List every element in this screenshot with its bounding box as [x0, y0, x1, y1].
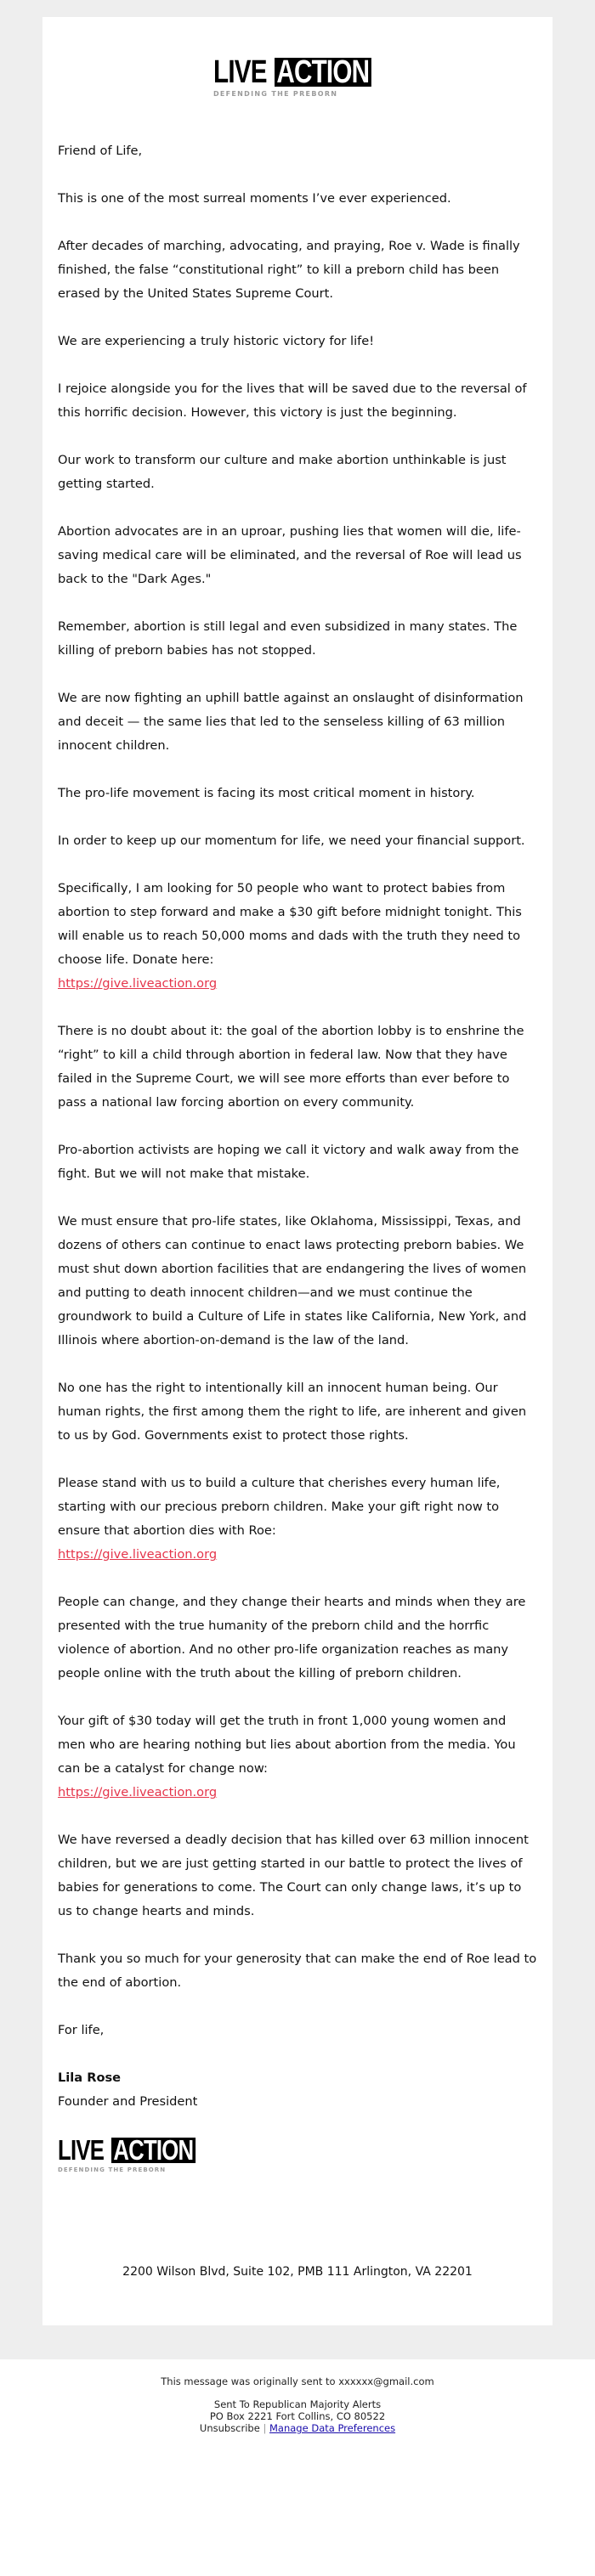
paragraph: Thank you so much for your generosity that can make the end of Roe lead to the end of abortion. — [58, 1952, 537, 1990]
paragraph: The pro-life movement is facing its most critical moment in history. — [58, 786, 475, 800]
sender-info — [0, 2398, 595, 2434]
unsubscribe-link[interactable]: Unsubscribe — [199, 2422, 260, 2434]
paragraph-with-link — [58, 1472, 537, 1567]
paragraph: In order to keep up our momentum for life, we need your financial support. — [58, 833, 525, 848]
live-action-logo — [212, 54, 382, 127]
paragraph: Remember, abortion is still legal and even subsidized in many states. The killing of preborn babies has not stopped. — [58, 619, 518, 658]
logo-word-action: ACTION — [275, 58, 371, 87]
paragraph: We are now fighting an uphill battle against an onslaught of disinformation and deceit — the same lies that led to the senseless killing of 63 million innocent children. — [58, 691, 524, 753]
manage-preferences-link[interactable]: Manage Data Preferences — [269, 2422, 396, 2434]
paragraph-text: Specifically, I am looking for 50 people who want to protect babies from abortion to step forward and make a $30 gift before midnight tonight. This will enable us to reach 50,000 moms and dads with the truth they need to choose life. Donate here: — [58, 881, 522, 967]
logo-word-action: ACTION — [111, 2138, 196, 2163]
logo-tagline: DEFENDING THE PREBORN — [58, 2166, 167, 2173]
logo-word-live: LIVE — [58, 2134, 105, 2166]
paragraph: Our work to transform our culture and make abortion unthinkable is just getting started. — [58, 453, 507, 491]
paragraph: No one has the right to intentionally kill an innocent human being. Our human rights, the first among them the right to life, are inherent and given to us by God. Governments exist to protect those rights. — [58, 1381, 527, 1443]
paragraph: There is no doubt about it: the goal of the abortion lobby is to enshrine the “right” to kill a child through abortion in federal law. Now that they have failed in the Supreme Court, we will see more efforts than ever before to pass a national law forcing abortion on every community. — [58, 1024, 524, 1110]
signature-name: Lila Rose — [58, 2070, 122, 2085]
header-logo-container — [58, 17, 537, 127]
footer-logo-container — [58, 2114, 537, 2189]
donate-link-2[interactable]: https://give.liveaction.org — [58, 1547, 218, 1562]
sender-address: PO Box 2221 Fort Collins, CO 80522 — [209, 2410, 386, 2422]
paragraph: After decades of marching, advocating, and praying, Roe v. Wade is finally finished, the false “constitutional right” to kill a preborn child has been erased by the United States Supreme Court. — [58, 239, 520, 301]
paragraph-text: Your gift of $30 today will get the truth in front 1,000 young women and men who are hearing nothing but lies about abortion from the media. You can be a catalyst for change now: — [58, 1714, 516, 1776]
letter-body — [58, 127, 537, 2114]
paragraph: People can change, and they change their hearts and minds when they are presented with the true humanity of the preborn child and the horrfic violence of abortion. And no other pro-life organization reaches as many people online with the truth about the killing of preborn children. — [58, 1595, 526, 1681]
logo-wordmark — [58, 2134, 204, 2166]
signature-title: Founder and President — [58, 2094, 198, 2109]
paragraph: This is one of the most surreal moments I’ve ever experienced. — [58, 191, 451, 206]
footer-links — [0, 2422, 595, 2434]
paragraph: We have reversed a deadly decision that has killed over 63 million innocent children, but we are just getting started in our battle to protect the lives of babies for generations to come. The Court can only change laws, it’s up to us to change hearts and minds. — [58, 1833, 529, 1918]
paragraph: We are experiencing a truly historic victory for life! — [58, 334, 375, 348]
greeting: Friend of Life, — [58, 144, 143, 158]
signature-block — [58, 2066, 537, 2114]
paragraph: Abortion advocates are in an uproar, pushing lies that women will die, life-saving medical care will be eliminated, and the reversal of Roe will lead us back to the "Dark Ages." — [58, 524, 522, 586]
closing: For life, — [58, 2023, 105, 2037]
email-footer — [0, 2359, 595, 2446]
live-action-logo-bottom — [58, 2134, 204, 2174]
paragraph: We must ensure that pro-life states, like Oklahoma, Mississippi, Texas, and dozens of others can continue to enact laws protecting preborn babies. We must shut down abortion facilities that are endangering the lives of women and putting to death innocent children—and we must continue the groundwork to build a Culture of Life in states like California, New York, and Illinois where abortion-on-demand is the law of the land. — [58, 1214, 527, 1347]
email-card — [42, 17, 552, 2325]
paragraph-with-link — [58, 877, 537, 996]
paragraph: I rejoice alongside you for the lives that will be saved due to the reversal of this horrific decision. However, this victory is just the beginning. — [58, 381, 527, 420]
sent-to-notice: This message was originally sent to xxxxxx@gmail.com — [161, 2375, 434, 2387]
paragraph-with-link — [58, 1709, 537, 1805]
paragraph: Pro-abortion activists are hoping we call it victory and walk away from the fight. But we will not make that mistake. — [58, 1143, 519, 1181]
organization-address: 2200 Wilson Blvd, Suite 102, PMB 111 Arlington, VA 22201 — [122, 2265, 473, 2279]
donate-link-3[interactable]: https://give.liveaction.org — [58, 1785, 218, 1799]
logo-word-live: LIVE — [212, 54, 267, 90]
donate-link-1[interactable]: https://give.liveaction.org — [58, 976, 218, 991]
sender-name: Sent To Republican Majority Alerts — [213, 2398, 382, 2410]
link-separator: | — [263, 2422, 267, 2434]
logo-tagline: DEFENDING THE PREBORN — [212, 90, 338, 98]
paragraph-text: Please stand with us to build a culture that cherishes every human life, starting with our precious preborn children. Make your gift right now to ensure that abortion dies with Roe: — [58, 1476, 501, 1538]
logo-wordmark — [212, 54, 382, 90]
